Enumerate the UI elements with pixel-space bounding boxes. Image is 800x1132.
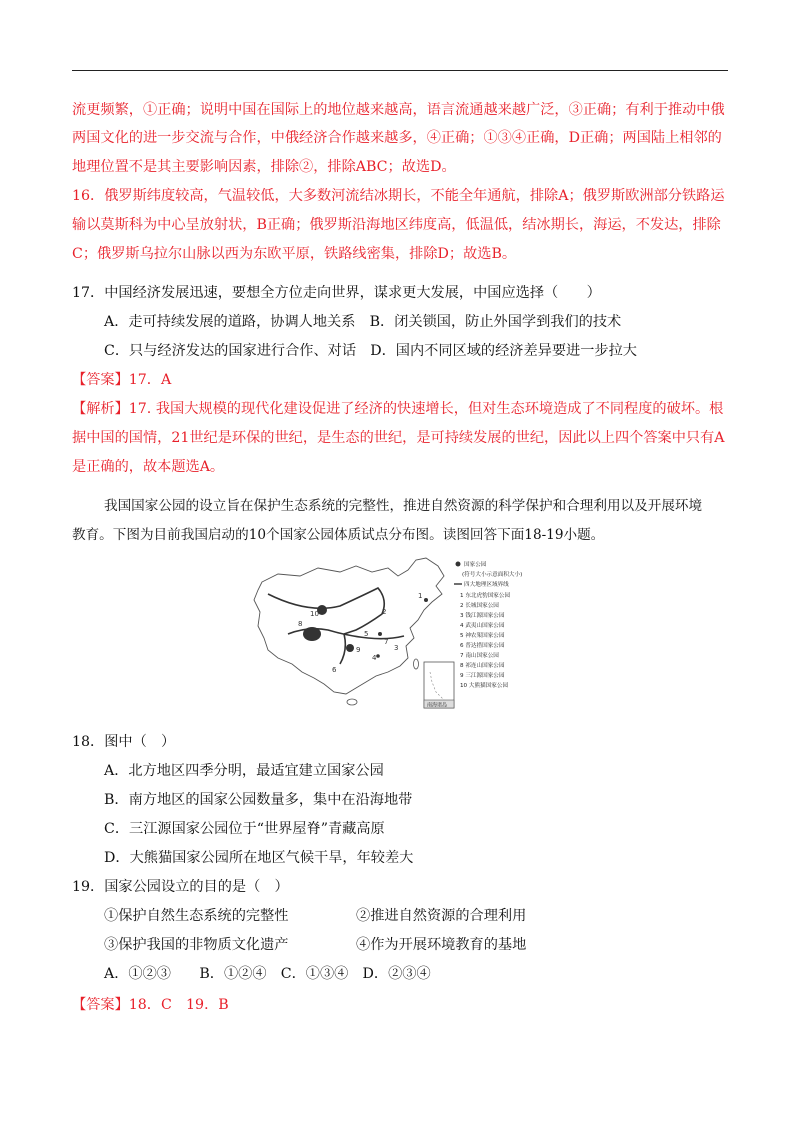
map-number: 3 — [394, 644, 399, 652]
text-line: 地理位置不是其主要影响因素，排除②，排除ABC；故选D。 — [72, 159, 456, 175]
park-marker — [303, 627, 321, 641]
park-marker — [378, 632, 382, 636]
question-17-options-ab: A．走可持续发展的道路，协调人地关系 B．闭关锁国，防止外国学到我们的技术 — [104, 314, 622, 330]
legend-item: 2 长城国家公园 — [460, 603, 499, 609]
analysis-line: 【解析】17. 我国大规模的现代化建设促进了经济的快速增长，但对生态环境造成了不同程度的破坏。根 — [72, 401, 724, 417]
answer-17: 【答案】17．A — [72, 372, 172, 388]
statement-1: ①保护自然生态系统的完整性 — [104, 908, 289, 924]
legend-item: 5 神农架国家公园 — [460, 633, 505, 639]
park-marker — [376, 654, 380, 658]
header-rule — [72, 70, 728, 71]
map-number: 1 — [418, 592, 423, 600]
inset-label: 南海诸岛 — [427, 702, 448, 709]
option-d: D．大熊猫国家公园所在地区气候干旱，年较差大 — [104, 850, 414, 866]
china-border — [254, 558, 444, 694]
text-line: 16．俄罗斯纬度较高，气温较低，大多数河流结冰期长，不能全年通航，排除A；俄罗斯欧洲部分铁路运 — [72, 188, 725, 204]
question-17: 17．中国经济发展迅速，要想全方位走向世界，谋求更大发展，中国应选择（ ） — [72, 285, 601, 301]
question-19: 19．国家公园设立的目的是（ ） — [72, 879, 289, 895]
park-marker — [424, 598, 428, 602]
map-number: 2 — [382, 608, 387, 616]
map-number: 7 — [384, 638, 389, 646]
text-line: 流更频繁，①正确；说明中国在国际上的地位越来越高，语言流通越来越广泛，③正确；有利于推动中俄 — [72, 102, 725, 118]
legend-item: 4 武夷山国家公园 — [460, 623, 505, 629]
legend-item: 10 大熊猫国家公园 — [460, 683, 509, 689]
legend-title: 国家公园 — [464, 562, 487, 568]
passage-line: 教育。下图为目前我国启动的10个国家公园体质试点分布图。读图回答下面18-19小题。 — [72, 527, 605, 543]
statement-3: ③保护我国的非物质文化遗产 — [104, 937, 289, 953]
text-line: 两国文化的进一步交流与合作，中俄经济合作越来越多，④正确；①③④正确，D正确；两国陆上相邻的 — [72, 130, 722, 146]
legend-item: 7 南山国家公园 — [460, 653, 499, 659]
map-number: 10 — [310, 610, 319, 618]
option-b: B．南方地区的国家公园数量多，集中在沿海地带 — [104, 792, 413, 808]
text-line: 输以莫斯科为中心呈放射状，B正确；俄罗斯沿海地区纬度高，低温低，结冰期长，海运，不发达，排除 — [72, 217, 721, 233]
option-c: C．三江源国家公园位于“世界屋脊”青藏高原 — [104, 821, 385, 837]
map-number: 6 — [332, 666, 337, 674]
legend-item: 6 普达措国家公园 — [460, 643, 505, 649]
china-outline-map — [248, 554, 560, 712]
statement-4: ④作为开展环境教育的基地 — [356, 937, 527, 953]
legend-boundary: 四大地理区域界线 — [464, 582, 509, 588]
question-18: 18．图中（ ） — [72, 734, 176, 750]
map-number: 4 — [372, 654, 377, 662]
map-number: 9 — [356, 646, 361, 654]
national-parks-map — [248, 554, 560, 712]
analysis-line: 是正确的，故本题选A。 — [72, 459, 225, 475]
legend-item: 1 东北虎豹国家公园 — [460, 593, 511, 599]
map-number: 8 — [298, 620, 303, 628]
option-a: A．北方地区四季分明，最适宜建立国家公园 — [104, 763, 384, 779]
analysis-line: 据中国的国情，21世纪是环保的世纪，是生态的世纪，是可持续发展的世纪，因此以上四个答案中只有A — [72, 430, 725, 446]
legend-item: 8 祁连山国家公园 — [460, 663, 505, 669]
question-19-options: A．①②③ B．①②④ C．①③④ D．②③④ — [104, 966, 431, 982]
park-marker — [346, 644, 354, 652]
question-17-options-cd: C．只与经济发达的国家进行合作、对话 D．国内不同区域的经济差异要进一步拉大 — [104, 343, 637, 359]
legend-note: (符号大小示意面积大小) — [462, 572, 523, 578]
map-number: 5 — [364, 630, 369, 638]
statement-2: ②推进自然资源的合理利用 — [356, 908, 527, 924]
passage-line: 我国国家公园的设立旨在保护生态系统的完整性，推进自然资源的科学保护和合理利用以及开展环境 — [104, 498, 703, 514]
legend-item: 9 三江源国家公园 — [460, 673, 505, 679]
answer-18-19: 【答案】18．C 19．B — [72, 997, 229, 1013]
text-line: C；俄罗斯乌拉尔山脉以西为东欧平原，铁路线密集，排除D；故选B。 — [72, 246, 517, 262]
region-boundary — [340, 634, 345, 664]
legend-item: 3 钱江源国家公园 — [460, 613, 505, 619]
